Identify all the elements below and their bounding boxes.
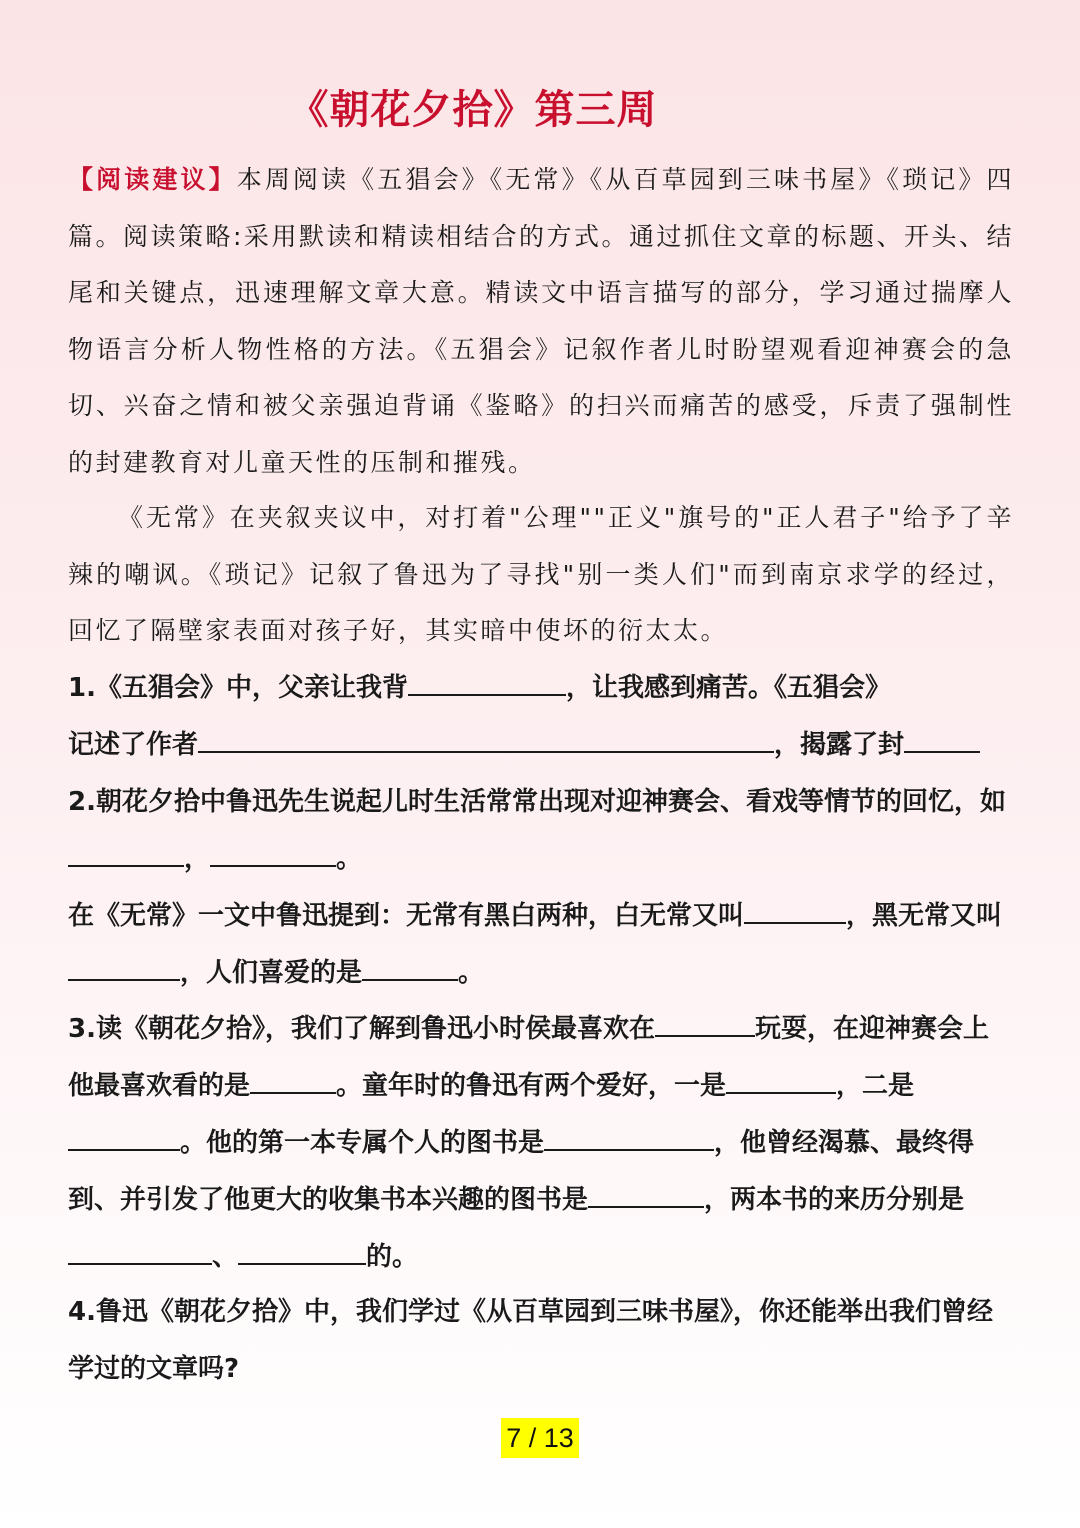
- q1-text-d: ，揭露了封: [774, 730, 905, 760]
- reading-advice-paragraph-2: 《无常》在夹叙夹议中，对打着"公理""正义"旗号的"正人君子"给予了辛辣的嘲讽。《琐记》记叙了鲁迅为了寻找"别一类人们"而到南京求学的经过，回忆了隔壁家表面对孩子好，其实暗中使坏的衍太太。: [68, 503, 1014, 645]
- q3-text-b: 玩耍，在迎神赛会上他最喜欢看的是: [68, 1014, 989, 1101]
- reading-advice-tag: 【阅读建议】: [68, 165, 237, 194]
- q1-text-a: 1.《五猖会》中，父亲让我背: [68, 673, 408, 703]
- question-4: 4.鲁迅《朝花夕拾》中，我们学过《从百草园到三味书屋》，你还能举出我们曾经学过的文章吗?: [68, 1297, 993, 1384]
- q2-blank-2[interactable]: [210, 843, 336, 867]
- q3-text-h: 、: [212, 1242, 239, 1272]
- q1-blank-2[interactable]: [198, 729, 774, 753]
- question-1: [68, 660, 1014, 774]
- reading-advice-text: 本周阅读《五猖会》《无常》《从百草园到三味书屋》《琐记》四篇。阅读策略:采用默读和精读相结合的方式。通过抓住文章的标题、开头、结尾和关键点，迅速理解文章大意。精读文中语言描写的部分，学习通过揣摩人物语言分析人物性格的方法。《五猖会》记叙作者儿时盼望观看迎神赛会的急切、兴奋之情和被父亲强迫背诵《鉴略》的扫兴而痛苦的感受，斥责了强制性的封建教育对儿童天性的压制和摧残。: [68, 165, 1014, 477]
- q1-blank-3[interactable]: [904, 729, 980, 753]
- question-3: [68, 1001, 1014, 1286]
- q3-blank-4[interactable]: [68, 1127, 180, 1151]
- q3-text-g: ，两本书的来历分别是: [704, 1185, 965, 1215]
- q2-blank-4[interactable]: [68, 957, 180, 981]
- q3-text-f: ，他曾经渴慕、最终得到、并引发了他更大的收集书本兴趣的图书是: [68, 1128, 975, 1215]
- q3-blank-1[interactable]: [655, 1013, 755, 1037]
- q2-blank-3[interactable]: [744, 900, 846, 924]
- q3-text-d: ，二是: [836, 1071, 915, 1101]
- page-number-badge: 7 / 13: [501, 1418, 579, 1458]
- q3-blank-2[interactable]: [250, 1070, 336, 1094]
- q3-blank-7[interactable]: [68, 1241, 212, 1265]
- q3-text-e: 。他的第一本专属个人的图书是: [180, 1128, 545, 1158]
- q3-blank-5[interactable]: [544, 1127, 714, 1151]
- q2-blank-5[interactable]: [362, 957, 458, 981]
- q2-text-f: ，人们喜爱的是: [180, 958, 363, 988]
- q1-text-b: ，让我感到痛苦。《五猖会》: [565, 673, 891, 703]
- page-title: 《朝花夕拾》第三周: [288, 87, 658, 133]
- q3-text-a: 3.读《朝花夕拾》，我们了解到鲁迅小时侯最喜欢在: [68, 1014, 655, 1044]
- question-2: [68, 774, 1014, 1002]
- q2-text-a: 2.朝花夕拾中鲁迅先生说起儿时生活常常出现对迎神赛会、看戏等情节的回忆，如: [68, 787, 1006, 817]
- q2-text-b: ，: [184, 844, 211, 874]
- q3-blank-3[interactable]: [726, 1070, 836, 1094]
- q3-text-i: 的。: [366, 1242, 419, 1272]
- q1-blank-1[interactable]: [408, 672, 566, 696]
- q3-blank-8[interactable]: [238, 1241, 366, 1265]
- q1-text-c: 记述了作者: [68, 730, 199, 760]
- q2-text-d: 在《无常》一文中鲁迅提到：无常有黑白两种，白无常又叫: [68, 901, 745, 931]
- q2-text-e: ，黑无常又叫: [846, 901, 1003, 931]
- q3-text-c: 。童年时的鲁迅有两个爱好，一是: [336, 1071, 727, 1101]
- q2-blank-1[interactable]: [68, 843, 184, 867]
- q2-text-g: 。: [458, 958, 485, 988]
- q3-blank-6[interactable]: [588, 1184, 704, 1208]
- q2-text-c: 。: [336, 844, 363, 874]
- reading-advice-paragraph: [68, 152, 1014, 491]
